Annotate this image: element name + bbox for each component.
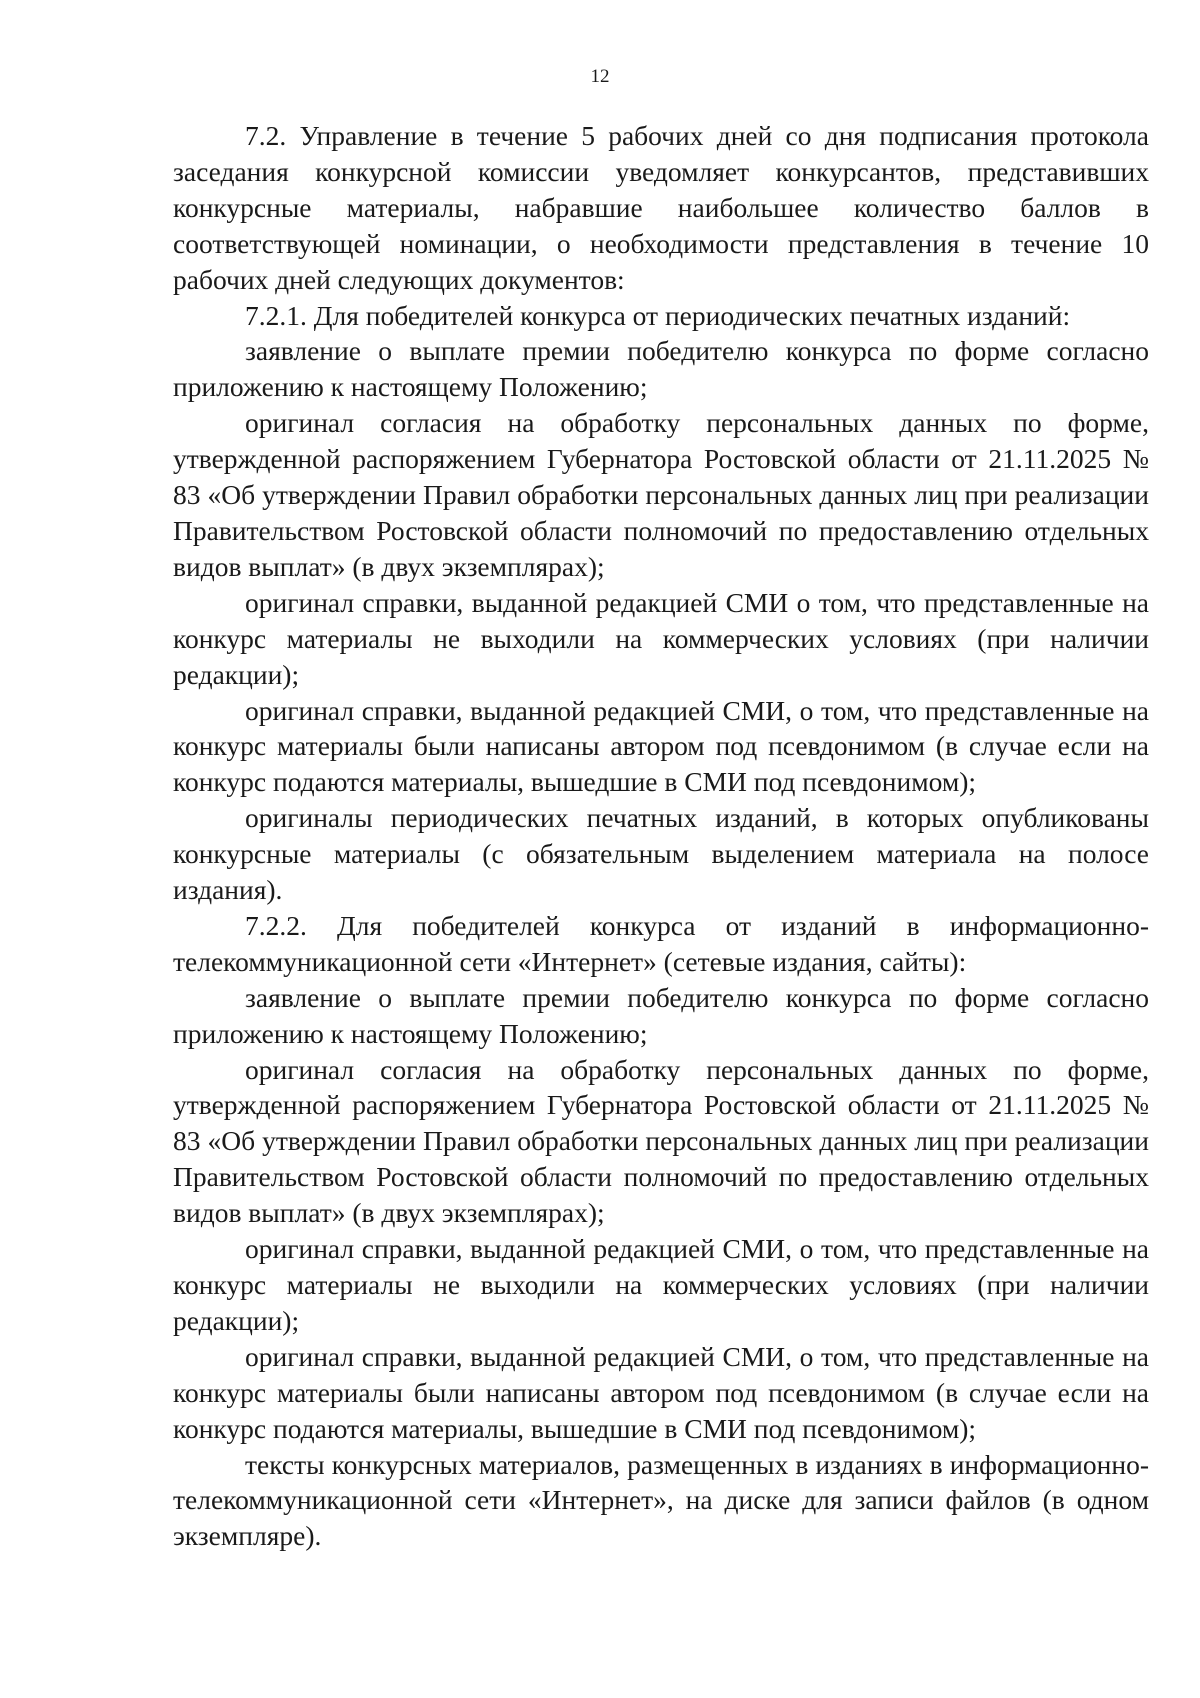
list-item-certificate-commercial-print: оригинал справки, выданной редакцией СМИ о том, что представленные на конкурс материалы не выходили на коммерческих условиях (при наличии редакции); xyxy=(173,586,1149,690)
page-number: 12 xyxy=(590,66,610,87)
document-body xyxy=(173,118,1149,1554)
list-item-original-editions: оригиналы периодических печатных изданий, в которых опубликованы конкурсные материалы (с обязательным выделением материала на полосе издания). xyxy=(173,802,1149,906)
list-item-certificate-pseudonym-online: оригинал справки, выданной редакцией СМИ, о том, что представленные на конкурс материалы были написаны автором под псевдонимом (в случае если на конкурс подаются материалы, вышедшие в СМИ под псевдонимом); xyxy=(173,1340,1149,1444)
list-item-certificate-pseudonym-print: оригинал справки, выданной редакцией СМИ, о том, что представленные на конкурс материалы были написаны автором под псевдонимом (в случае если на конкурс подаются материалы, вышедшие в СМИ под псевдонимом); xyxy=(173,694,1149,798)
list-item-consent-online: оригинал согласия на обработку персональных данных по форме, утвержденной распоряжением Губернатора Ростовской области от 21.11.2025 № 83 «Об утверждении Правил обработки персональных данных лиц при реализации Правительством Ростовской области полномочий по предоставлению отдельных видов выплат» (в двух экземплярах); xyxy=(173,1053,1149,1229)
list-item-texts-on-disk: тексты конкурсных материалов, размещенных в изданиях в информационно-телекоммуникационной сети «Интернет», на диске для записи файлов (в одном экземпляре). xyxy=(173,1448,1149,1552)
paragraph-7-2-2-heading: 7.2.2. Для победителей конкурса от изданий в информационно-телекоммуникационной сети «Интернет» (сетевые издания, сайты): xyxy=(173,909,1149,977)
list-item-certificate-commercial-online: оригинал справки, выданной редакцией СМИ, о том, что представленные на конкурс материалы не выходили на коммерческих условиях (при наличии редакции); xyxy=(173,1233,1149,1336)
list-item-consent-print: оригинал согласия на обработку персональных данных по форме, утвержденной распоряжением Губернатора Ростовской области от 21.11.2025 № 83 «Об утверждении Правил обработки персональных данных лиц при реализации Правительством Ростовской области полномочий по предоставлению отдельных видов выплат» (в двух экземплярах); xyxy=(173,407,1149,582)
paragraph-7-2-1-heading: 7.2.1. Для победителей конкурса от периодических печатных изданий: xyxy=(245,299,1071,331)
paragraph-7-2: 7.2. Управление в течение 5 рабочих дней со дня подписания протокола заседания конкурсной комиссии уведомляет конкурсантов, представивших конкурсные материалы, набравшие наибольшее количество баллов в соответствующей номинации, о необходимости представления в течение 10 рабочих дней следующих документов: xyxy=(173,120,1149,295)
list-item-application-online: заявление о выплате премии победителю конкурса по форме согласно приложению к настоящему Положению; xyxy=(173,981,1149,1049)
list-item-application-print: заявление о выплате премии победителю конкурса по форме согласно приложению к настоящему Положению; xyxy=(173,335,1149,403)
